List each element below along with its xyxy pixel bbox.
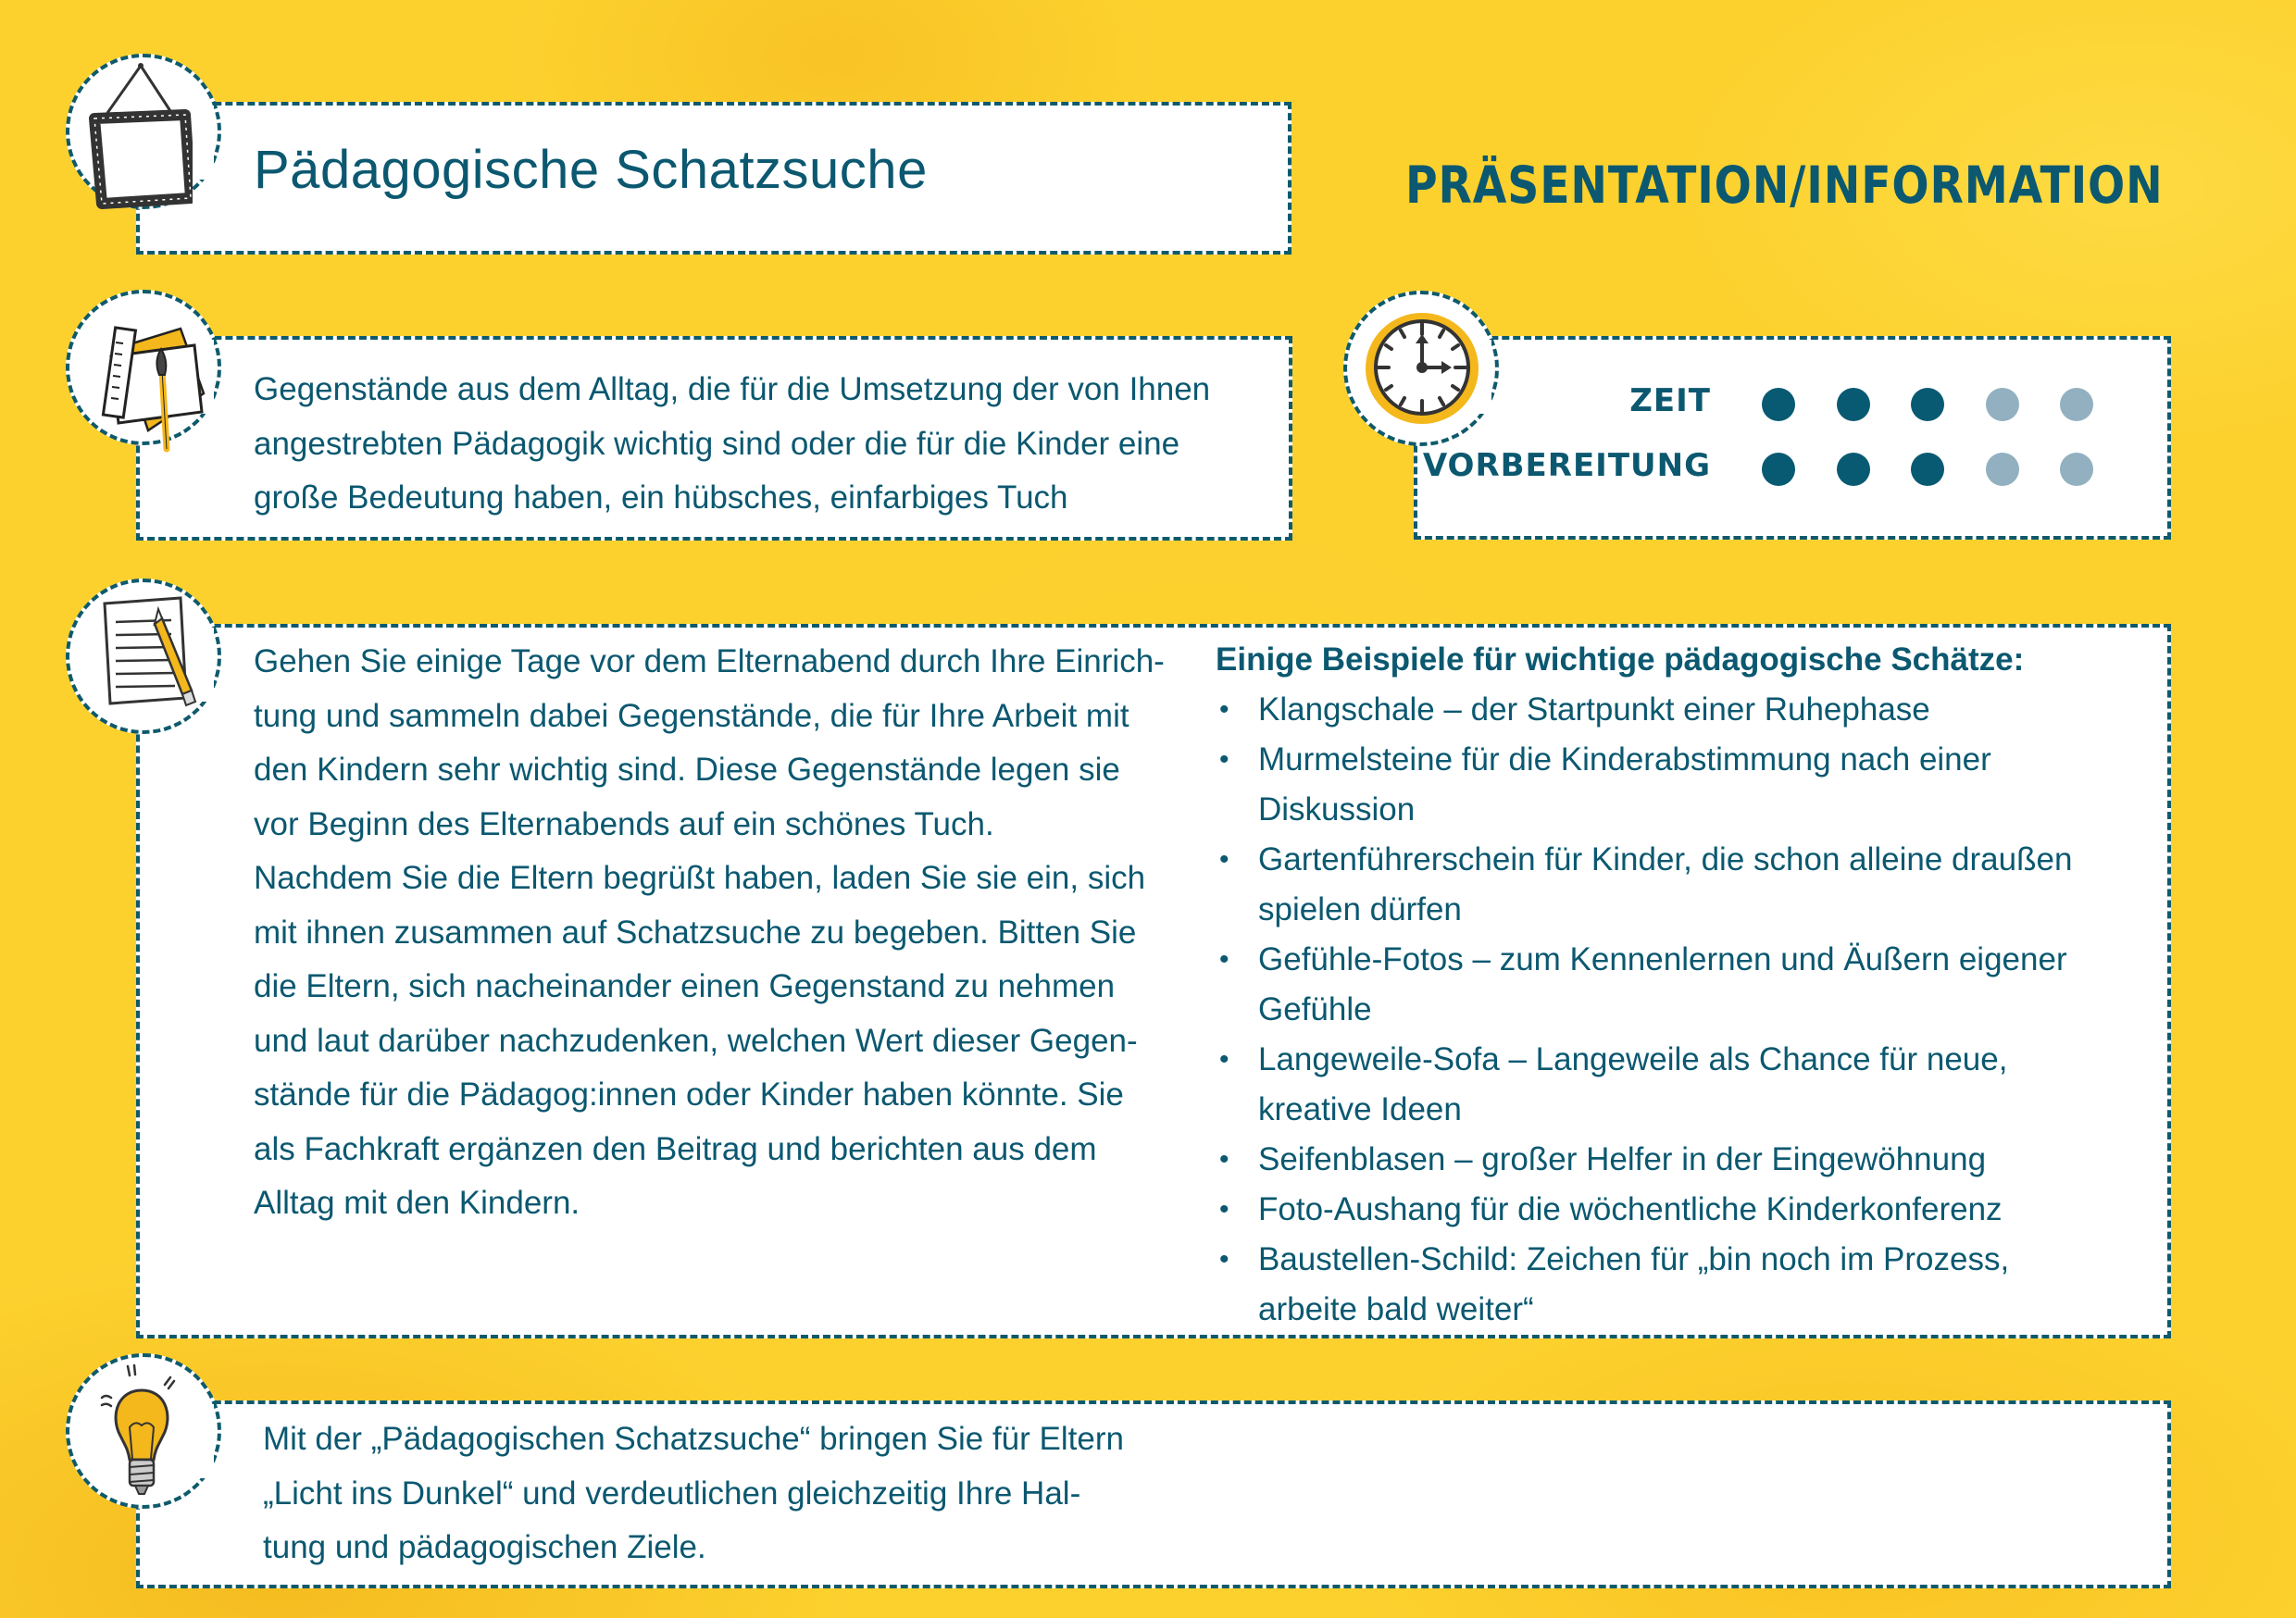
example-text: Langeweile-Sofa – Langeweile als Chance für neue, [1258,1041,2008,1077]
rating-dot-empty [2060,388,2093,421]
example-item [1216,835,2072,935]
example-text: Seifenblasen – großer Helfer in der Eingewöhnung [1258,1141,1987,1177]
clock-icon [1364,310,1480,427]
category-label: PRÄSENTATION/INFORMATION [1405,156,2164,215]
procedure-line: vor Beginn des Elternabends auf ein schönes Tuch. [254,805,994,842]
rating-dot-empty [2060,453,2093,486]
example-item [1216,1185,2072,1235]
example-text: Baustellen-Schild: Zeichen für „bin noch im Prozess, [1258,1241,2010,1277]
procedure-line: und laut darüber nachzudenken, welchen Wert dieser Gegen- [254,1022,1138,1059]
rating-label-zeit: ZEIT [1629,382,1711,419]
example-text: Gefühle [1258,991,1372,1027]
example-item [1216,935,2072,1035]
bullet-icon: • [1219,1194,1229,1225]
rating-dot-filled [1837,388,1870,421]
page-title: Pädagogische Schatzsuche [254,140,928,200]
bullet-icon: • [1219,1144,1229,1175]
example-text: Foto-Aushang für die wöchentliche Kinderkonferenz [1258,1191,2003,1227]
example-text: Murmelsteine für die Kinderabstimmung nach einer [1258,741,1991,778]
example-item [1216,685,2072,735]
picture-frame-icon [81,61,193,209]
bullet-icon: • [1219,744,1229,775]
example-item [1216,1135,2072,1185]
procedure-line: Nachdem Sie die Eltern begrüßt haben, laden Sie sie ein, sich [254,860,1146,896]
example-text: Gefühle-Fotos – zum Kennenlernen und Äußern eigener [1258,941,2067,977]
bullet-icon: • [1219,694,1229,725]
bullet-icon: • [1219,1244,1229,1275]
notepad-pencil-icon [97,594,208,719]
examples-list [1216,635,2072,1335]
tip-line: tung und pädagogischen Ziele. [263,1529,706,1565]
example-text: arbeite bald weiter“ [1258,1291,1534,1327]
tip-line: Mit der „Pädagogischen Schatzsuche“ bringen Sie für Eltern [263,1421,1124,1457]
rating-dot-empty [1986,453,2019,486]
materials-text [254,363,1210,526]
bullet-icon: • [1219,1044,1229,1075]
example-text: Klangschale – der Startpunkt einer Ruhephase [1258,691,1930,728]
tip-text [263,1413,1124,1575]
bullet-icon: • [1219,844,1229,875]
rating-dot-filled [1911,453,1944,486]
materials-line: Gegenstände aus dem Alltag, die für die Umsetzung der von Ihnen [254,371,1211,407]
bullet-icon: • [1219,944,1229,975]
materials-line: große Bedeutung haben, ein hübsches, einfarbiges Tuch [254,479,1068,516]
procedure-line: tung und sammeln dabei Gegenstände, die für Ihre Arbeit mit [254,697,1129,734]
rating-dot-filled [1911,388,1944,421]
materials-line: angestrebten Pädagogik wichtig sind oder die für die Kinder eine [254,425,1180,462]
procedure-line: Gehen Sie einige Tage vor dem Elternabend durch Ihre Einrich- [254,643,1165,679]
lightbulb-icon [91,1363,193,1501]
example-text: Gartenführerschein für Kinder, die schon alleine draußen [1258,841,2073,877]
procedure-line: den Kindern sehr wichtig sind. Diese Gegenstände legen sie [254,752,1120,788]
rating-dot-empty [1986,388,2019,421]
rating-dot-filled [1762,453,1795,486]
example-text: Diskussion [1258,791,1416,828]
procedure-text [254,635,1165,1231]
rating-label-vorbereitung: VORBEREITUNG [1422,447,1711,484]
example-item [1216,1235,2072,1335]
example-item [1216,1035,2072,1135]
procedure-line: als Fachkraft ergänzen den Beitrag und berichten aus dem [254,1130,1097,1167]
procedure-line: Alltag mit den Kindern. [254,1185,580,1221]
procedure-line: stände für die Pädagog:innen oder Kinder haben könnte. Sie [254,1077,1124,1113]
procedure-line: die Eltern, sich nacheinander einen Gegenstand zu nehmen [254,968,1116,1004]
example-item [1216,735,2072,835]
rating-dot-filled [1762,388,1795,421]
rating-dot-filled [1837,453,1870,486]
art-supplies-icon [93,310,213,458]
example-text: kreative Ideen [1258,1091,1462,1127]
procedure-line: mit ihnen zusammen auf Schatzsuche zu begeben. Bitten Sie [254,914,1137,951]
example-text: spielen dürfen [1258,891,1462,927]
ratings-box [1414,336,2171,540]
examples-heading: Einige Beispiele für wichtige pädagogische Schätze: [1216,641,2025,678]
tip-line: „Licht ins Dunkel“ und verdeutlichen gleichzeitig Ihre Hal- [263,1475,1081,1512]
